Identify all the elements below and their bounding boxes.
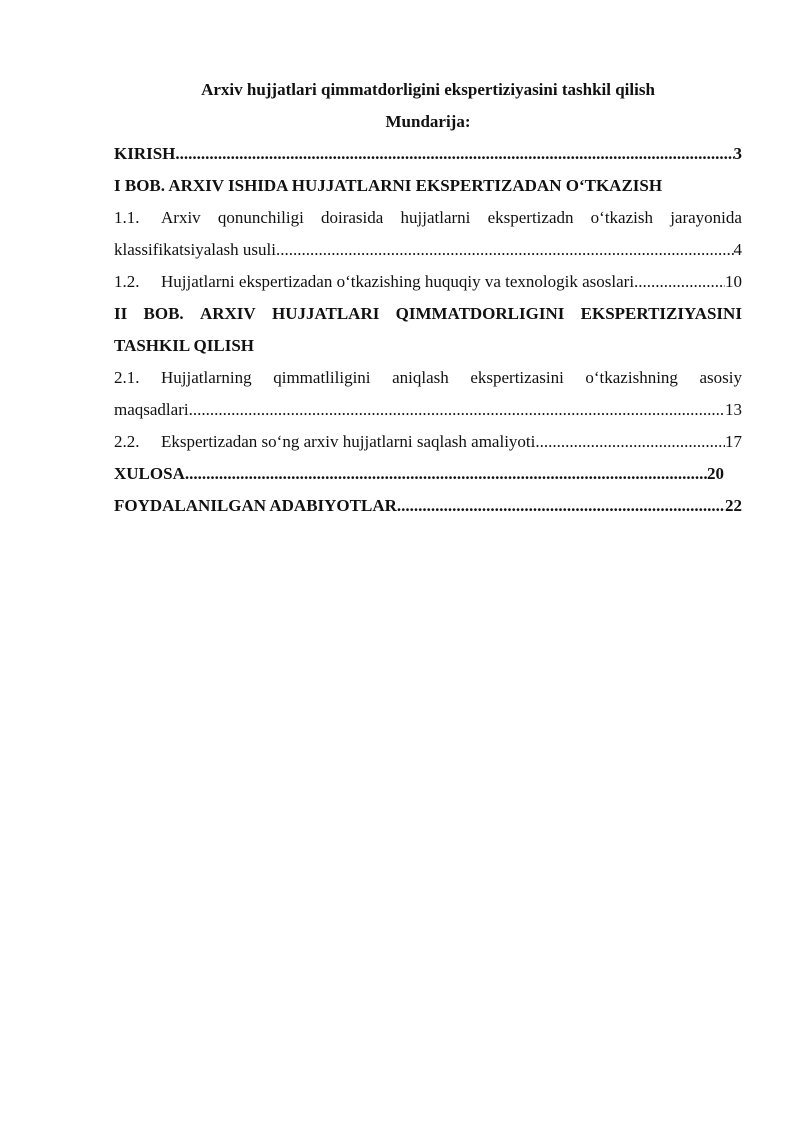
word: Arxiv (161, 208, 201, 227)
toc-entry-1-1 (114, 202, 742, 234)
dot-leader (276, 234, 734, 266)
section-number: 1.1. (114, 208, 140, 227)
section-number: 2.2. (114, 432, 140, 451)
word: jarayonida (670, 208, 742, 227)
word: QIMMATDORLIGINI (395, 304, 565, 323)
toc-entry-adabiyotlar (114, 490, 742, 522)
toc-page-number: 22 (725, 496, 742, 515)
toc-entry-xulosa (114, 458, 742, 490)
toc-page-number: 10 (725, 272, 742, 291)
section-title-line1 (161, 202, 742, 234)
word: qimmatliligini (273, 368, 371, 387)
word: doirasida (321, 208, 384, 227)
toc-page-number: 20 (707, 464, 724, 483)
toc-page-number: 3 (733, 144, 742, 163)
section-number: 2.1. (114, 368, 140, 387)
dot-leader (189, 394, 725, 426)
word: Hujjatlarning (161, 368, 252, 387)
word: o‘tkazishning (585, 368, 678, 387)
toc-entry-2-1-cont (114, 394, 742, 426)
word: ekspertizadn (487, 208, 574, 227)
word: BOB. (143, 304, 184, 323)
word: asosiy (699, 368, 742, 387)
toc-chapter-2-line1 (114, 298, 742, 330)
dot-leader (185, 458, 707, 490)
toc-entry-label: KIRISH (114, 144, 176, 163)
section-title: Ekspertizadan so‘ng arxiv hujjatlarni saqlash amaliyoti (161, 432, 536, 451)
word: ekspertizasini (470, 368, 564, 387)
toc-entry-1-2 (114, 266, 742, 298)
toc-entry-label: XULOSA (114, 464, 185, 483)
toc-page-number: 17 (725, 432, 742, 451)
toc-entry-label: FOYDALANILGAN ADABIYOTLAR (114, 496, 397, 515)
section-number: 1.2. (114, 272, 140, 291)
dot-leader (535, 426, 725, 458)
word: aniqlash (392, 368, 449, 387)
section-title-line1 (161, 362, 742, 394)
toc-chapter-2-line2: TASHKIL QILISH (114, 336, 254, 355)
word: EKSPERTIZIYASINI (580, 304, 742, 323)
word: o‘tkazish (590, 208, 653, 227)
dot-leader (175, 138, 733, 170)
toc-entry-2-2 (114, 426, 742, 458)
toc-entry-2-1 (114, 362, 742, 394)
toc-entry-kirish (114, 138, 742, 170)
word: qonunchiligi (217, 208, 304, 227)
toc-chapter-1: I BOB. ARXIV ISHIDA HUJJATLARNI EKSPERTIZADAN O‘TKAZISH (114, 176, 663, 195)
toc-page-number: 4 (733, 240, 742, 259)
dot-leader (397, 490, 725, 522)
document-title: Arxiv hujjatlari qimmatdorligini ekspertiziyasini tashkil qilish (201, 80, 655, 99)
section-title-line2: maqsadlari (114, 400, 189, 419)
word: ARXIV (199, 304, 256, 323)
toc-entry-1-1-cont (114, 234, 742, 266)
word: HUJJATLARI (271, 304, 380, 323)
toc-heading: Mundarija: (385, 112, 471, 131)
toc-page-number: 13 (725, 400, 742, 419)
word: II (114, 304, 128, 323)
word: hujjatlarni (400, 208, 471, 227)
section-title: Hujjatlarni ekspertizadan o‘tkazishing huquqiy va texnologik asoslari (161, 272, 635, 291)
document-page (114, 74, 742, 522)
section-title-line2: klassifikatsiyalash usuli (114, 240, 276, 259)
dot-leader (634, 266, 725, 298)
